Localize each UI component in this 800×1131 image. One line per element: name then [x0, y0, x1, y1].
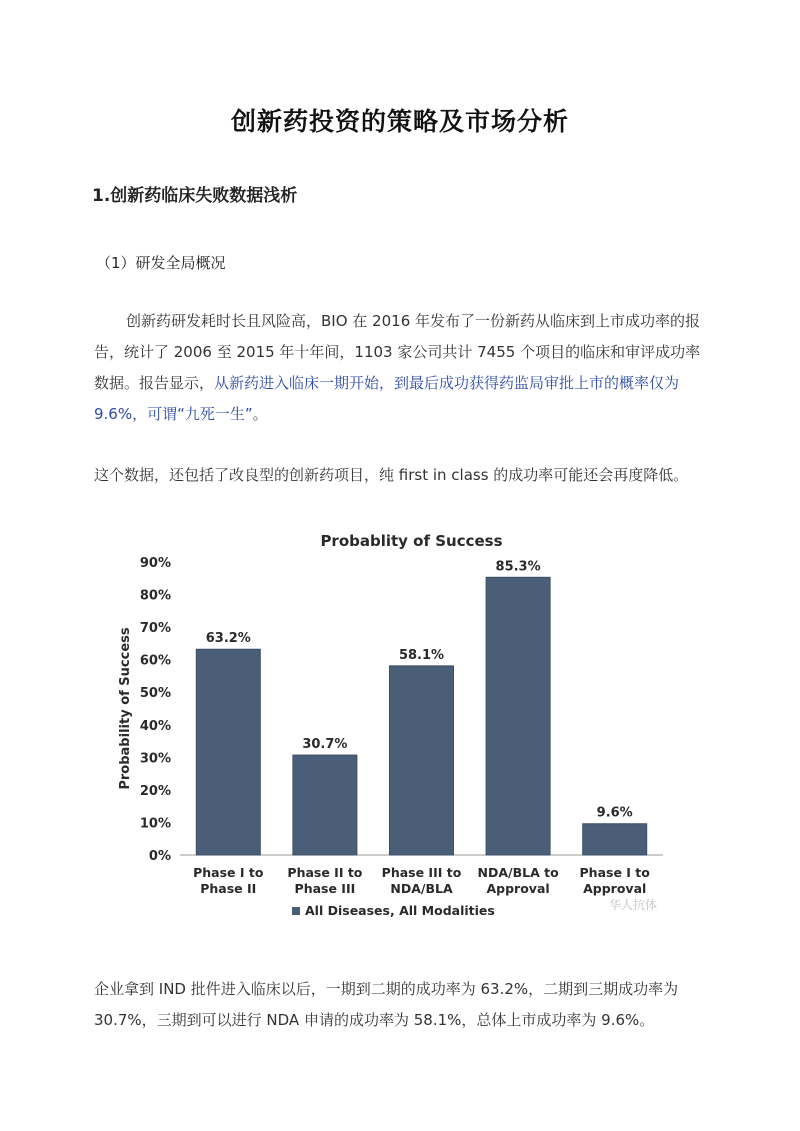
- y-tick-label: 40%: [139, 718, 171, 734]
- success-rate-chart: [108, 525, 675, 923]
- watermark: 华人抗体: [608, 898, 657, 912]
- category-label: Phase III: [294, 881, 356, 896]
- bar: [486, 577, 550, 855]
- y-axis-label: Probability of Success: [118, 627, 133, 790]
- y-tick-label: 70%: [139, 621, 171, 637]
- bar-value-label: 9.6%: [596, 805, 633, 821]
- category-label: NDA/BLA to: [477, 865, 559, 880]
- category-label: Phase II: [200, 881, 257, 896]
- highlighted-text: 从新药进入临床一期开始，到最后成功获得药监局审批上市的概率仅为 9.6%，可谓“九死一生”: [94, 374, 680, 423]
- category-label: Phase III to: [381, 865, 462, 880]
- document-title: 创新药投资的策略及市场分析: [230, 107, 569, 136]
- bar-chart-svg: [108, 525, 675, 923]
- y-tick-label: 50%: [139, 686, 171, 702]
- category-label: NDA/BLA: [390, 881, 453, 896]
- y-tick-label: 90%: [139, 556, 171, 571]
- section-heading: 1.创新药临床失败数据浅析: [92, 186, 298, 206]
- category-label: Approval: [486, 881, 550, 896]
- chart-title: Probablity of Success: [320, 532, 503, 550]
- y-tick-label: 20%: [139, 783, 171, 799]
- category-label: Approval: [583, 881, 647, 896]
- y-tick-label: 80%: [139, 588, 171, 604]
- bar: [196, 649, 260, 855]
- legend-label: All Diseases, All Modalities: [305, 903, 495, 918]
- y-tick-label: 0%: [148, 849, 171, 864]
- y-tick-label: 10%: [139, 816, 171, 832]
- bar-value-label: 63.2%: [205, 631, 251, 647]
- paragraph-text: 创新药研发耗时长且风险高，BIO 在 2016 年发布了一份新药从临床到上市成功率的报告，统计了 2006 至 2015 年十年间，1103 家公司共计 7455 个项目的临床和审评成功率数据。报告显示，: [94, 312, 701, 392]
- paragraph-summary: 企业拿到 IND 批件进入临床以后，一期到二期的成功率为 63.2%，二期到三期成功率为 30.7%，三期到可以进行 NDA 申请的成功率为 58.1%，总体上市成功率为 9.6%。: [94, 980, 679, 1029]
- subsection-heading: （1）研发全局概况: [96, 254, 226, 272]
- bar: [583, 824, 647, 855]
- category-label: Phase II to: [287, 865, 363, 880]
- paragraph-note: 这个数据，还包括了改良型的创新药项目，纯 first in class 的成功率可能还会再度降低。: [94, 466, 689, 484]
- paragraph-overview: [94, 306, 714, 430]
- bar: [293, 755, 357, 855]
- category-label: Phase I to: [579, 865, 650, 880]
- bar: [390, 666, 454, 855]
- paragraph-text-end: 。: [252, 405, 268, 423]
- bar-value-label: 30.7%: [302, 737, 348, 753]
- bar-value-label: 85.3%: [495, 559, 541, 575]
- bar-value-label: 58.1%: [398, 647, 445, 663]
- category-label: Phase I to: [193, 865, 264, 880]
- legend-swatch: [292, 907, 300, 915]
- y-tick-label: 30%: [139, 751, 171, 767]
- y-tick-label: 60%: [139, 653, 171, 669]
